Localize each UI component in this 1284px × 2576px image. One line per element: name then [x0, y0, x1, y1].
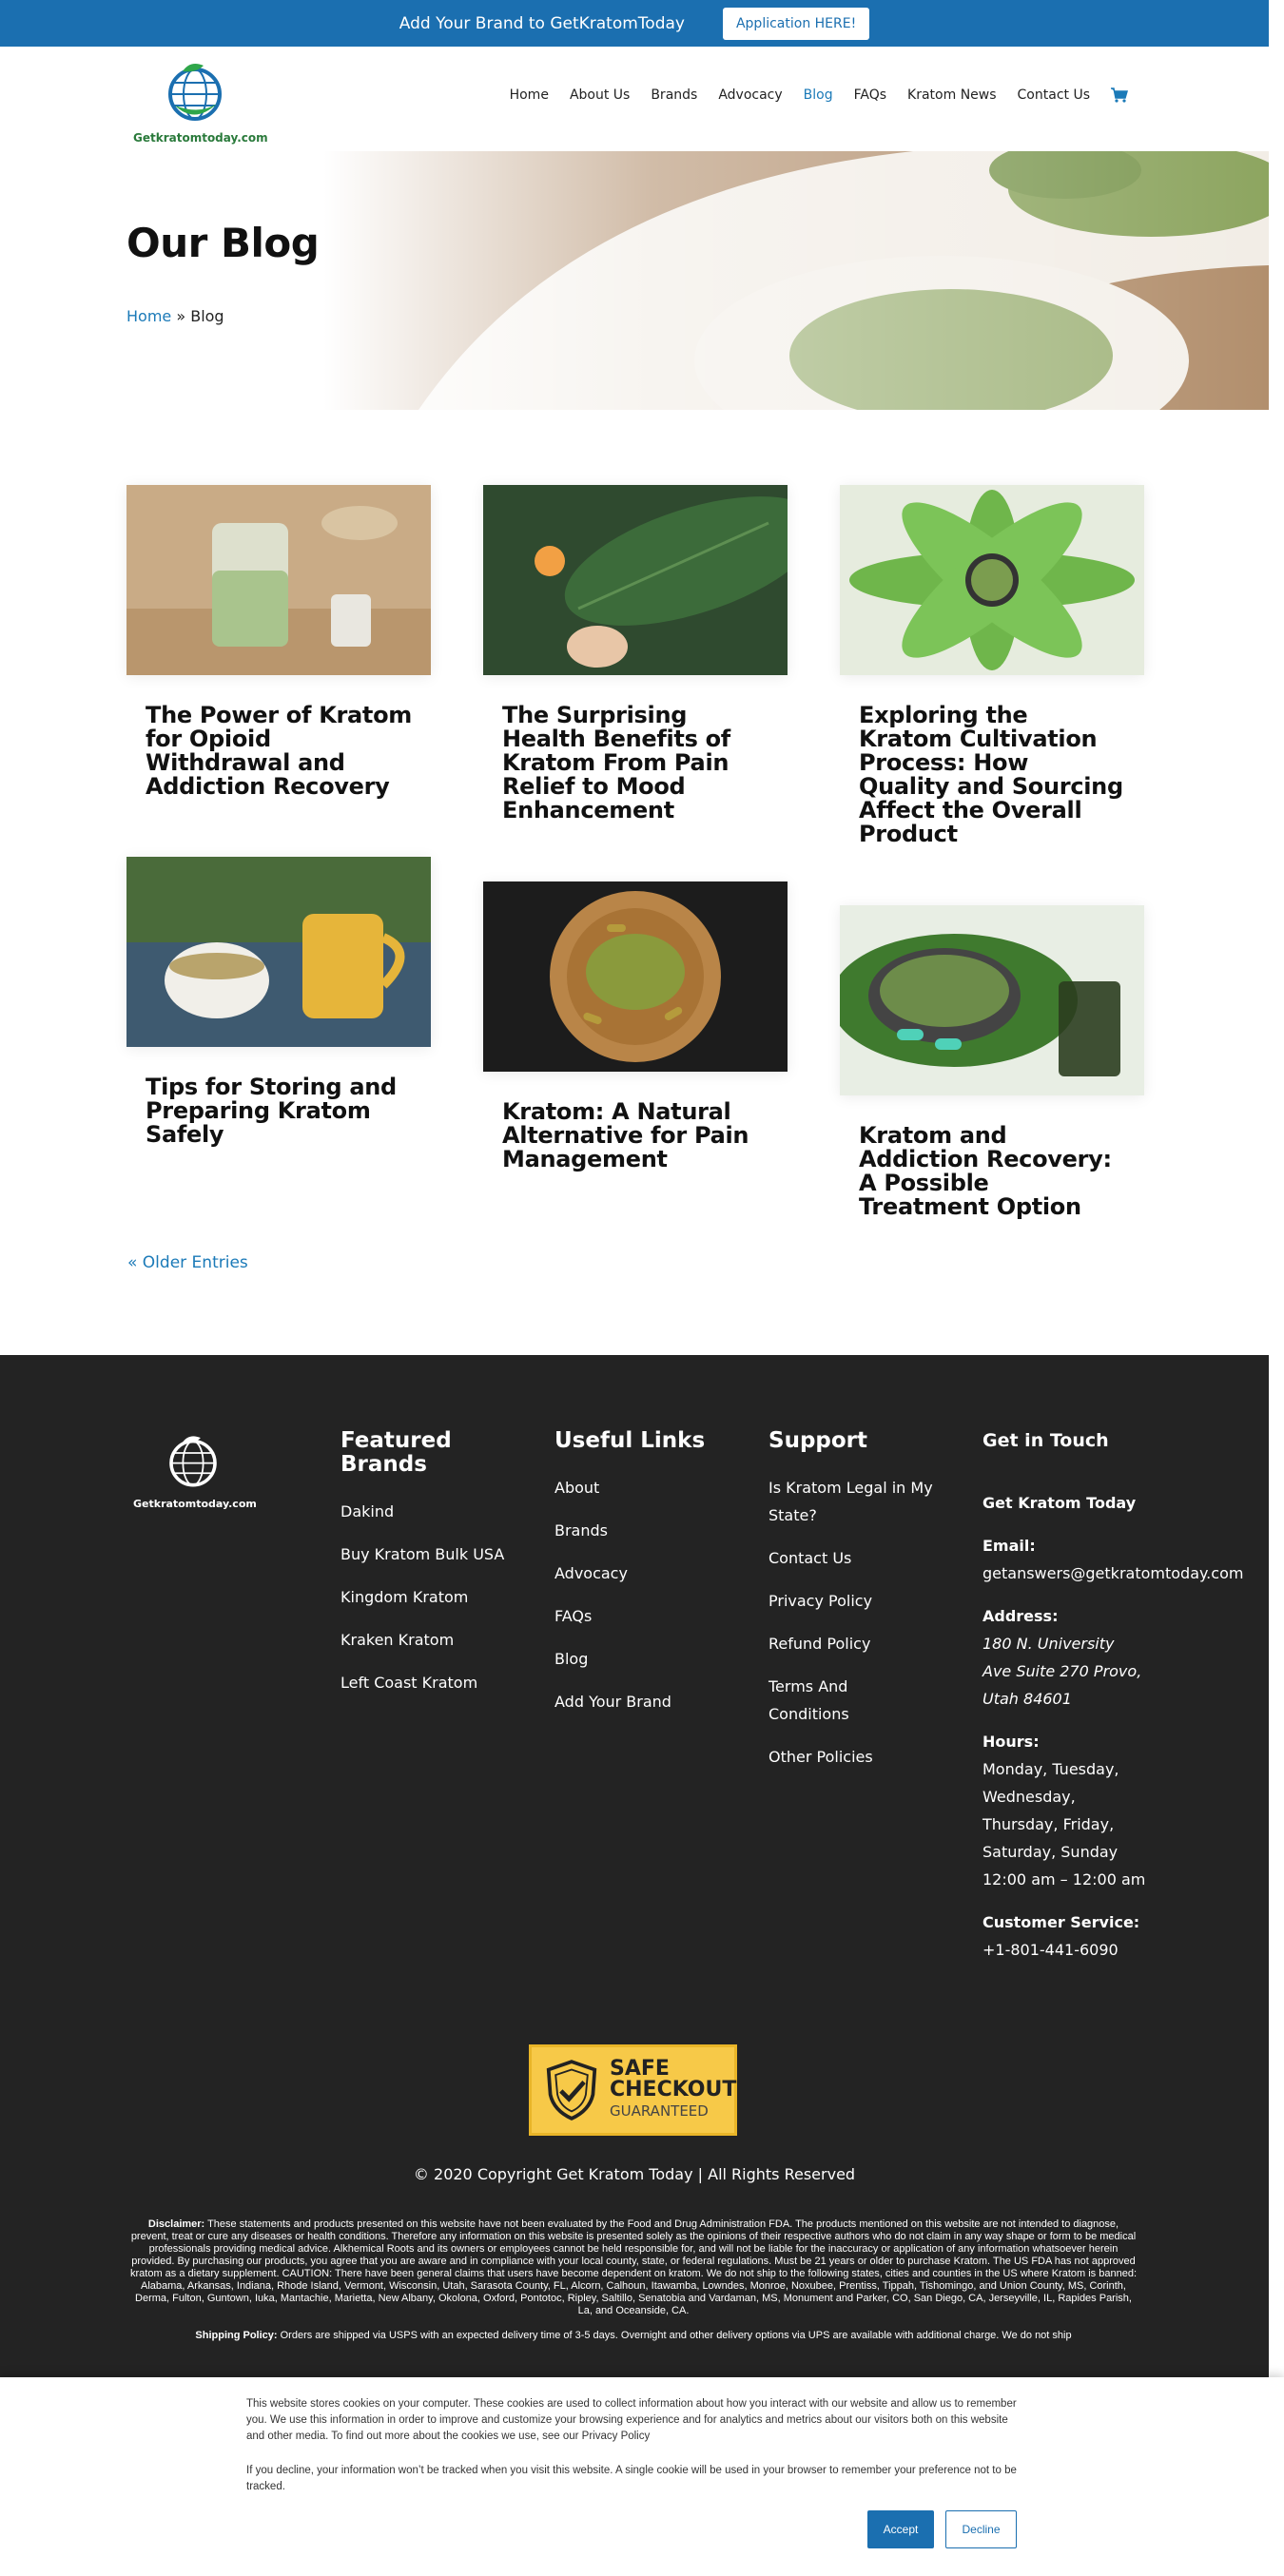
- footer-link[interactable]: Advocacy: [554, 1564, 628, 1582]
- nav-brands[interactable]: Brands: [651, 87, 698, 103]
- cookie-decline-text: If you decline, your information won’t be tracked when you visit this website. A single cookie will be used in your browser to remember your preference not to be tracked.: [246, 2465, 1017, 2492]
- footer-link[interactable]: Left Coast Kratom: [340, 1674, 478, 1692]
- footer-logo[interactable]: [133, 1431, 257, 1510]
- post-thumbnail[interactable]: [126, 857, 431, 1047]
- cart-icon[interactable]: [1111, 87, 1128, 103]
- disclaimer-text: These statements and products presented on this website have not been evaluated by the Food and Drug Administration FDA. The products mentioned on this website are not intended to diagnose, prevent, treat or cure any diseases or health conditions. Therefore any information on this website is presented solely as the opinions of their respective authors who do not claim in any way shape or form to be medical professionals providing medical advice. Alkhemical Roots and its owners or employees cannot be held responsible for, and will not be liable for the inaccuracy or application of any information whatsoever herein provided. By purchasing our products, you agree that you are aware and in compliance with your local county, state, or federal regulations. Must be 21 years or older to purchase Kratom. The US FDA has not approved kratom as a dietary supplement. CAUTION: There have been general claims that users have become dependent on kratom. We do not ship to the following states, cities and counties in the US where Kratom is banned: Alabama, Arkansas, Indiana, Rhode Island, Vermont, Wisconsin, Utah, Sarasota County, FL, Alcorn, Calhoun, Itawamba, Lowndes, Monroe, Noxubee, Prentiss, Tippah, Tishomingo, and Union County, MS, Corinth, Derma, Fulton, Guntown, Iuka, Mantachie, Marietta, New Albany, Okolona, Oxford, Pontotoc, Ripley, Saltillo, Senatobia and Vardaman, MS, Monument and Parker, CO, San Diego, CA, Jerseyville, IL, Rapides Parish, La, and Oceanside, CA.: [130, 2218, 1137, 2316]
- post-thumbnail[interactable]: [126, 485, 431, 675]
- support-heading: Support: [768, 1428, 868, 1453]
- featured-brands-column: [340, 1429, 512, 1712]
- shield-check-icon: [545, 2059, 598, 2121]
- useful-links-column: [554, 1429, 726, 1731]
- useful-links-heading: Useful Links: [554, 1428, 706, 1453]
- footer-link[interactable]: Privacy Policy: [768, 1592, 873, 1610]
- breadcrumb: [126, 307, 224, 325]
- cookie-text: This website stores cookies on your computer. These cookies are used to collect information about how you interact with our website and allow us to remember you. We use this information in order to improve and customize your browsing experience and for analytics and metrics about our visitors both on this website and other media. To find out more about the cookies we use, see our Privacy Policy: [246, 2398, 1017, 2442]
- main-nav: [510, 87, 1128, 103]
- footer-link[interactable]: Other Policies: [768, 1748, 873, 1766]
- older-entries-link[interactable]: « Older Entries: [127, 1253, 248, 1272]
- hours-label: Hours:: [982, 1733, 1040, 1751]
- customer-service-label: Customer Service:: [982, 1913, 1140, 1931]
- footer-link[interactable]: Blog: [554, 1650, 589, 1668]
- blog-card[interactable]: [483, 881, 788, 1172]
- footer-link[interactable]: Contact Us: [768, 1549, 852, 1567]
- footer-link[interactable]: Brands: [554, 1521, 608, 1540]
- nav-home[interactable]: Home: [509, 87, 549, 103]
- post-title[interactable]: The Power of Kratom for Opioid Withdrawal and Addiction Recovery: [146, 702, 412, 800]
- nav-contact-us[interactable]: Contact Us: [1017, 87, 1090, 103]
- promo-bar: [0, 0, 1269, 47]
- featured-brands-heading: Featured Brands: [340, 1428, 452, 1477]
- footer-link[interactable]: Add Your Brand: [554, 1693, 671, 1711]
- breadcrumb-current: Blog: [190, 307, 224, 325]
- post-thumbnail[interactable]: [483, 485, 788, 675]
- breadcrumb-separator: »: [171, 307, 191, 325]
- address-text: 180 N. University Ave Suite 270 Provo, Utah 84601: [982, 1635, 1142, 1708]
- post-title[interactable]: Kratom and Addiction Recovery: A Possible Treatment Option: [859, 1122, 1112, 1220]
- site-header: [0, 47, 1269, 151]
- badge-line-guaranteed: GUARANTEED: [610, 2102, 709, 2120]
- footer-link[interactable]: Is Kratom Legal in My State?: [768, 1479, 933, 1524]
- nav-about-us[interactable]: About Us: [569, 87, 631, 103]
- post-title[interactable]: The Surprising Health Benefits of Kratom From Pain Relief to Mood Enhancement: [502, 702, 730, 823]
- blog-card[interactable]: [483, 485, 788, 823]
- footer-link[interactable]: Terms And Conditions: [768, 1677, 849, 1723]
- phone-number[interactable]: +1-801-441-6090: [982, 1941, 1119, 1959]
- globe-logo-icon: [162, 58, 228, 125]
- copyright: © 2020 Copyright Get Kratom Today | All Rights Reserved: [413, 2165, 856, 2183]
- post-thumbnail[interactable]: [483, 881, 788, 1072]
- footer-link[interactable]: About: [554, 1479, 600, 1497]
- get-in-touch-column: [982, 1429, 1249, 1964]
- footer-link[interactable]: Buy Kratom Bulk USA: [340, 1545, 505, 1563]
- accept-button[interactable]: Accept: [867, 2510, 934, 2548]
- globe-logo-icon: [164, 1431, 223, 1490]
- post-title[interactable]: Kratom: A Natural Alternative for Pain Management: [502, 1098, 749, 1172]
- badge-line-safe: SAFE: [610, 2057, 670, 2081]
- hours-days: Monday, Tuesday, Wednesday, Thursday, Friday, Saturday, Sunday: [982, 1760, 1119, 1861]
- footer-link[interactable]: Kingdom Kratom: [340, 1588, 469, 1606]
- post-title[interactable]: Tips for Storing and Preparing Kratom Safely: [146, 1074, 397, 1148]
- footer-link[interactable]: FAQs: [554, 1607, 593, 1625]
- hero-kratom-image: [323, 151, 1269, 410]
- shipping-label: Shipping Policy:: [195, 2330, 278, 2341]
- breadcrumb-home[interactable]: Home: [126, 307, 172, 325]
- disclaimer-label: Disclaimer:: [147, 2218, 205, 2230]
- hero-banner: [0, 151, 1269, 410]
- page-title: Our Blog: [126, 220, 320, 266]
- footer-link[interactable]: Dakind: [340, 1502, 395, 1520]
- blog-card[interactable]: [126, 857, 431, 1147]
- blog-card[interactable]: [126, 485, 431, 799]
- email-link[interactable]: getanswers@getkratomtoday.com: [982, 1564, 1244, 1582]
- decline-button[interactable]: Decline: [945, 2510, 1017, 2548]
- logo-text: Getkratomtoday.com: [133, 131, 268, 145]
- post-title[interactable]: Exploring the Kratom Cultivation Process: How Quality and Sourcing Affect the Overall Product: [859, 702, 1123, 847]
- shipping-text: Orders are shipped via USPS with an expected delivery time of 3-5 days. Overnight and other delivery options via UPS are available with additional charge. We do not ship: [280, 2330, 1072, 2341]
- get-in-touch-heading: Get in Touch: [982, 1430, 1109, 1451]
- footer-link[interactable]: Kraken Kratom: [340, 1631, 455, 1649]
- safe-checkout-badge: [529, 2044, 737, 2136]
- disclaimer: [129, 2218, 1138, 2342]
- company-name: Get Kratom Today: [982, 1494, 1137, 1512]
- nav-kratom-news[interactable]: Kratom News: [907, 87, 997, 103]
- post-thumbnail[interactable]: [840, 485, 1144, 675]
- footer-link[interactable]: Refund Policy: [768, 1635, 871, 1653]
- badge-line-checkout: CHECKOUT: [610, 2078, 737, 2101]
- hours-time: 12:00 am – 12:00 am: [982, 1870, 1146, 1888]
- nav-blog[interactable]: Blog: [803, 87, 833, 103]
- application-button[interactable]: Application HERE!: [723, 8, 869, 40]
- post-thumbnail[interactable]: [840, 905, 1144, 1095]
- cookie-banner: [0, 2377, 1284, 2576]
- blog-card[interactable]: [840, 485, 1144, 846]
- promo-text: Add Your Brand to GetKratomToday: [399, 13, 685, 33]
- blog-card[interactable]: [840, 905, 1144, 1219]
- support-column: [768, 1429, 940, 1786]
- nav-faqs[interactable]: FAQs: [853, 87, 887, 103]
- footer-logo-text: Getkratomtoday.com: [133, 1498, 257, 1510]
- nav-advocacy[interactable]: Advocacy: [718, 87, 783, 103]
- address-label: Address:: [982, 1607, 1059, 1625]
- email-label: Email:: [982, 1537, 1036, 1555]
- site-logo[interactable]: [133, 58, 268, 145]
